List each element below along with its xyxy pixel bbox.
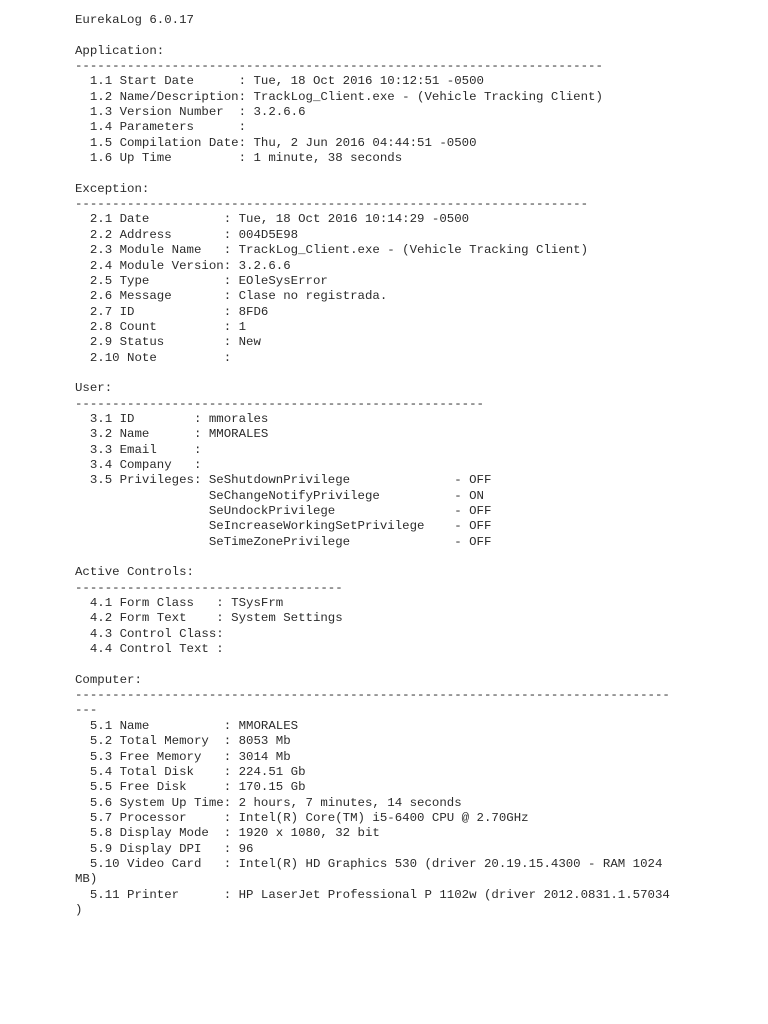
computer-field: 5.9 Display DPI : 96 — [75, 841, 254, 856]
crash-report — [75, 13, 670, 918]
computer-field: 5.1 Name : MMORALES — [75, 718, 299, 733]
application-field: 1.2 Name/Description: TrackLog_Client.exe - (Vehicle Tracking Client) — [75, 89, 603, 104]
active-controls-section-title: Active Controls: — [75, 565, 194, 580]
computer-field: 5.10 Video Card : Intel(R) HD Graphics 530 (driver 20.19.15.4300 - RAM 1024 — [75, 856, 663, 871]
computer-field: 5.8 Display Mode : 1920 x 1080, 32 bit — [75, 826, 380, 841]
blank-line — [75, 28, 670, 43]
application-field: 1.3 Version Number : 3.2.6.6 — [75, 105, 306, 120]
privilege-line: SeTimeZonePrivilege - OFF — [75, 534, 492, 549]
user-field: 3.5 Privileges: SeShutdownPrivilege - OFF — [75, 473, 492, 488]
application-rule: ----------------------------------------------------------------------- — [75, 59, 603, 74]
user-field: 3.1 ID : mmorales — [75, 411, 269, 426]
exception-field: 2.2 Address : 004D5E98 — [75, 227, 299, 242]
active-controls-field: 4.1 Form Class : TSysFrm — [75, 596, 284, 611]
exception-field: 2.7 ID : 8FD6 — [75, 304, 269, 319]
exception-field: 2.5 Type : EOleSysError — [75, 273, 328, 288]
exception-field: 2.1 Date : Tue, 18 Oct 2016 10:14:29 -0500 — [75, 212, 470, 227]
privilege-line: SeIncreaseWorkingSetPrivilege - OFF — [75, 519, 492, 534]
blank-line — [75, 657, 670, 672]
computer-field: 5.11 Printer : HP LaserJet Professional P 1102w (driver 2012.0831.1.57034 — [75, 887, 670, 902]
application-field: 1.4 Parameters : — [75, 120, 254, 135]
privilege-line: SeChangeNotifyPrivilege - ON — [75, 488, 484, 503]
user-field: 3.3 Email : — [75, 442, 209, 457]
application-field: 1.5 Compilation Date: Thu, 2 Jun 2016 04:44:51 -0500 — [75, 135, 477, 150]
blank-line — [75, 366, 670, 381]
privilege-line: SeUndockPrivilege - OFF — [75, 504, 492, 518]
active-controls-field: 4.2 Form Text : System Settings — [75, 611, 343, 626]
exception-field: 2.9 Status : New — [75, 335, 261, 350]
computer-field: 5.3 Free Memory : 3014 Mb — [75, 749, 291, 764]
exception-field: 2.8 Count : 1 — [75, 319, 247, 334]
computer-section-title: Computer: — [75, 672, 142, 687]
exception-field: 2.6 Message : Clase no registrada. — [75, 289, 388, 304]
blank-line — [75, 166, 670, 181]
active-controls-field: 4.4 Control Text : — [75, 642, 232, 657]
user-field: 3.4 Company : — [75, 457, 209, 472]
application-field: 1.6 Up Time : 1 minute, 38 seconds — [75, 151, 403, 166]
computer-field: 5.5 Free Disk : 170.15 Gb — [75, 780, 306, 795]
report-header: EurekaLog 6.0.17 — [75, 13, 194, 27]
exception-field: 2.10 Note : — [75, 350, 239, 365]
computer-field-wrap: ) — [75, 902, 83, 917]
computer-rule: -------------------------------------------------------------------------------- — [75, 688, 670, 703]
user-section-title: User: — [75, 381, 113, 396]
blank-line — [75, 550, 670, 565]
application-field: 1.1 Start Date : Tue, 18 Oct 2016 10:12:51 -0500 — [75, 74, 484, 89]
exception-field: 2.3 Module Name : TrackLog_Client.exe - (Vehicle Tracking Client) — [75, 243, 589, 258]
computer-field: 5.2 Total Memory : 8053 Mb — [75, 734, 291, 749]
computer-rule: --- — [75, 703, 98, 718]
computer-field-wrap: MB) — [75, 872, 98, 887]
user-field: 3.2 Name : MMORALES — [75, 427, 269, 442]
exception-section-title: Exception: — [75, 181, 150, 196]
exception-rule: --------------------------------------------------------------------- — [75, 197, 589, 212]
computer-field: 5.7 Processor : Intel(R) Core(TM) i5-6400 CPU @ 2.70GHz — [75, 810, 529, 825]
exception-field: 2.4 Module Version: 3.2.6.6 — [75, 258, 291, 273]
active-controls-rule: ------------------------------------ — [75, 580, 343, 595]
computer-field: 5.6 System Up Time: 2 hours, 7 minutes, 14 seconds — [75, 795, 462, 810]
active-controls-field: 4.3 Control Class: — [75, 626, 232, 641]
application-section-title: Application: — [75, 43, 165, 58]
user-rule: ------------------------------------------------------- — [75, 396, 484, 411]
computer-field: 5.4 Total Disk : 224.51 Gb — [75, 764, 306, 779]
